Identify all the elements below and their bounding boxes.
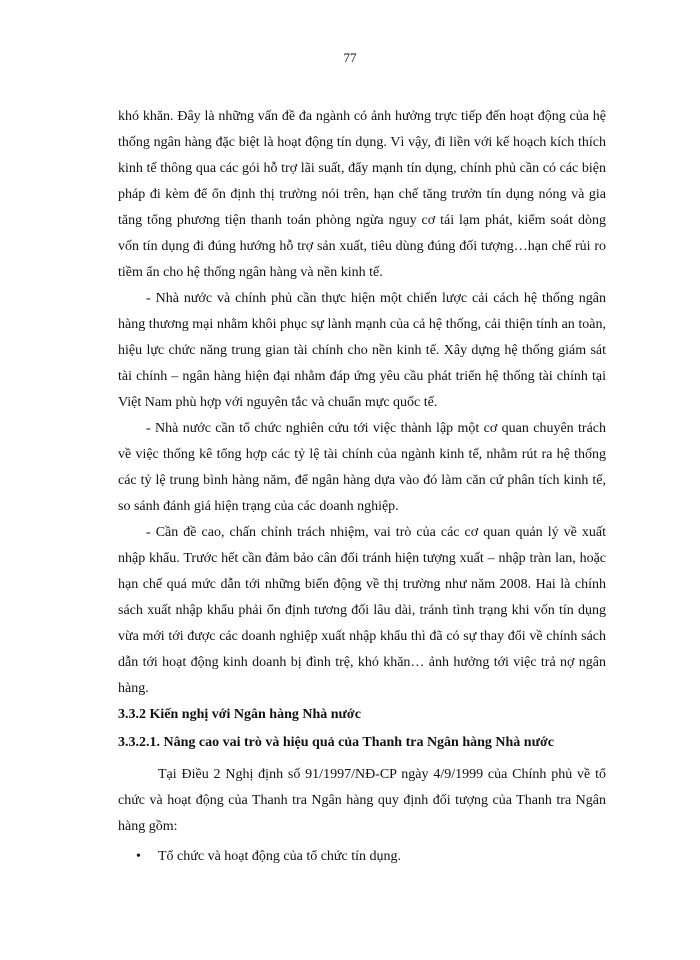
- paragraph-continuation: khó khăn. Đây là những vấn đề đa ngành có ảnh hưởng trực tiếp đến hoạt động của hệ thống ngân hàng đặc biệt là hoạt động tín dụng. Vì vậy, đi liền với kế hoạch kích thích kinh tế thông qua các gói hỗ trợ lãi suất, đẩy mạnh tín dụng, chính phủ cần có các biện pháp đi kèm để ổn định thị trường nói trên, hạn chế tăng trưởn tín dụng nóng và gia tăng tổng phương tiện thanh toán phòng ngừa nguy cơ tái lạm phát, kiểm soát dòng vốn tín dụng đi đúng hướng hỗ trợ sản xuất, tiêu dùng đúng đối tượng…hạn chế rủi ro tiềm ẩn cho hệ thống ngân hàng và nền kinh tế.: [118, 109, 606, 280]
- paragraph-export-import: - Cần đề cao, chấn chỉnh trách nhiệm, vai trò của các cơ quan quản lý về xuất nhập khẩu. Trước hết cần đảm bảo cân đối tránh hiện tượng xuất – nhập tràn lan, hoặc hạn chế quá mức dẫn tới những biến động về thị trường như năm 2008. Hai là chính sách xuất nhập khẩu phải ổn định tương đối lâu dài, tránh tình trạng khi vốn tín dụng vừa mới tới được các doanh nghiệp xuất nhập khẩu thì đã có sự thay đổi về chính sách dẫn tới hoạt động kinh doanh bị đình trệ, khó khăn… ảnh hưởng tới việc trả nợ ngân hàng.: [118, 525, 606, 696]
- section-heading: 3.3.2 Kiến nghị với Ngân hàng Nhà nước: [118, 707, 361, 722]
- paragraph-decree: Tại Điều 2 Nghị định số 91/1997/NĐ-CP ngày 4/9/1999 của Chính phủ về tổ chức và hoạt động của Thanh tra Ngân hàng quy định đối tượng của Thanh tra Ngân hàng gồm:: [118, 767, 606, 834]
- page-number: 77: [343, 50, 357, 65]
- bullet-icon: •: [136, 849, 141, 864]
- body-text: [118, 104, 606, 870]
- list-item: [118, 844, 606, 870]
- paragraph-banking-reform: - Nhà nước và chính phủ cần thực hiện một chiến lược cải cách hệ thống ngân hàng thương mại nhằm khôi phục sự lành mạnh của cả hệ thống, cải thiện tính an toàn, hiệu lực chức năng trung gian tài chính cho nền kinh tế. Xây dựng hệ thống giám sát tài chính – ngân hàng hiện đại nhằm đáp ứng yêu cầu phát triển hệ thống tài chính tại Việt Nam phù hợp với nguyên tắc và chuẩn mực quốc tế.: [118, 291, 606, 410]
- paragraph-statistics-agency: - Nhà nước cần tổ chức nghiên cứu tới việc thành lập một cơ quan chuyên trách về việc thống kê tổng hợp các tỷ lệ tài chính của ngành kinh tế, nhằm rút ra hệ thống các tỷ lệ trung bình hàng năm, để ngân hàng dựa vào đó làm căn cứ phân tích kinh tế, so sánh đánh giá hiện trạng của các doanh nghiệp.: [118, 421, 606, 514]
- subsection-heading: 3.3.2.1. Nâng cao vai trò và hiệu quả của Thanh tra Ngân hàng Nhà nước: [118, 735, 554, 750]
- list-item-text: Tổ chức và hoạt động của tổ chức tín dụng.: [158, 849, 401, 864]
